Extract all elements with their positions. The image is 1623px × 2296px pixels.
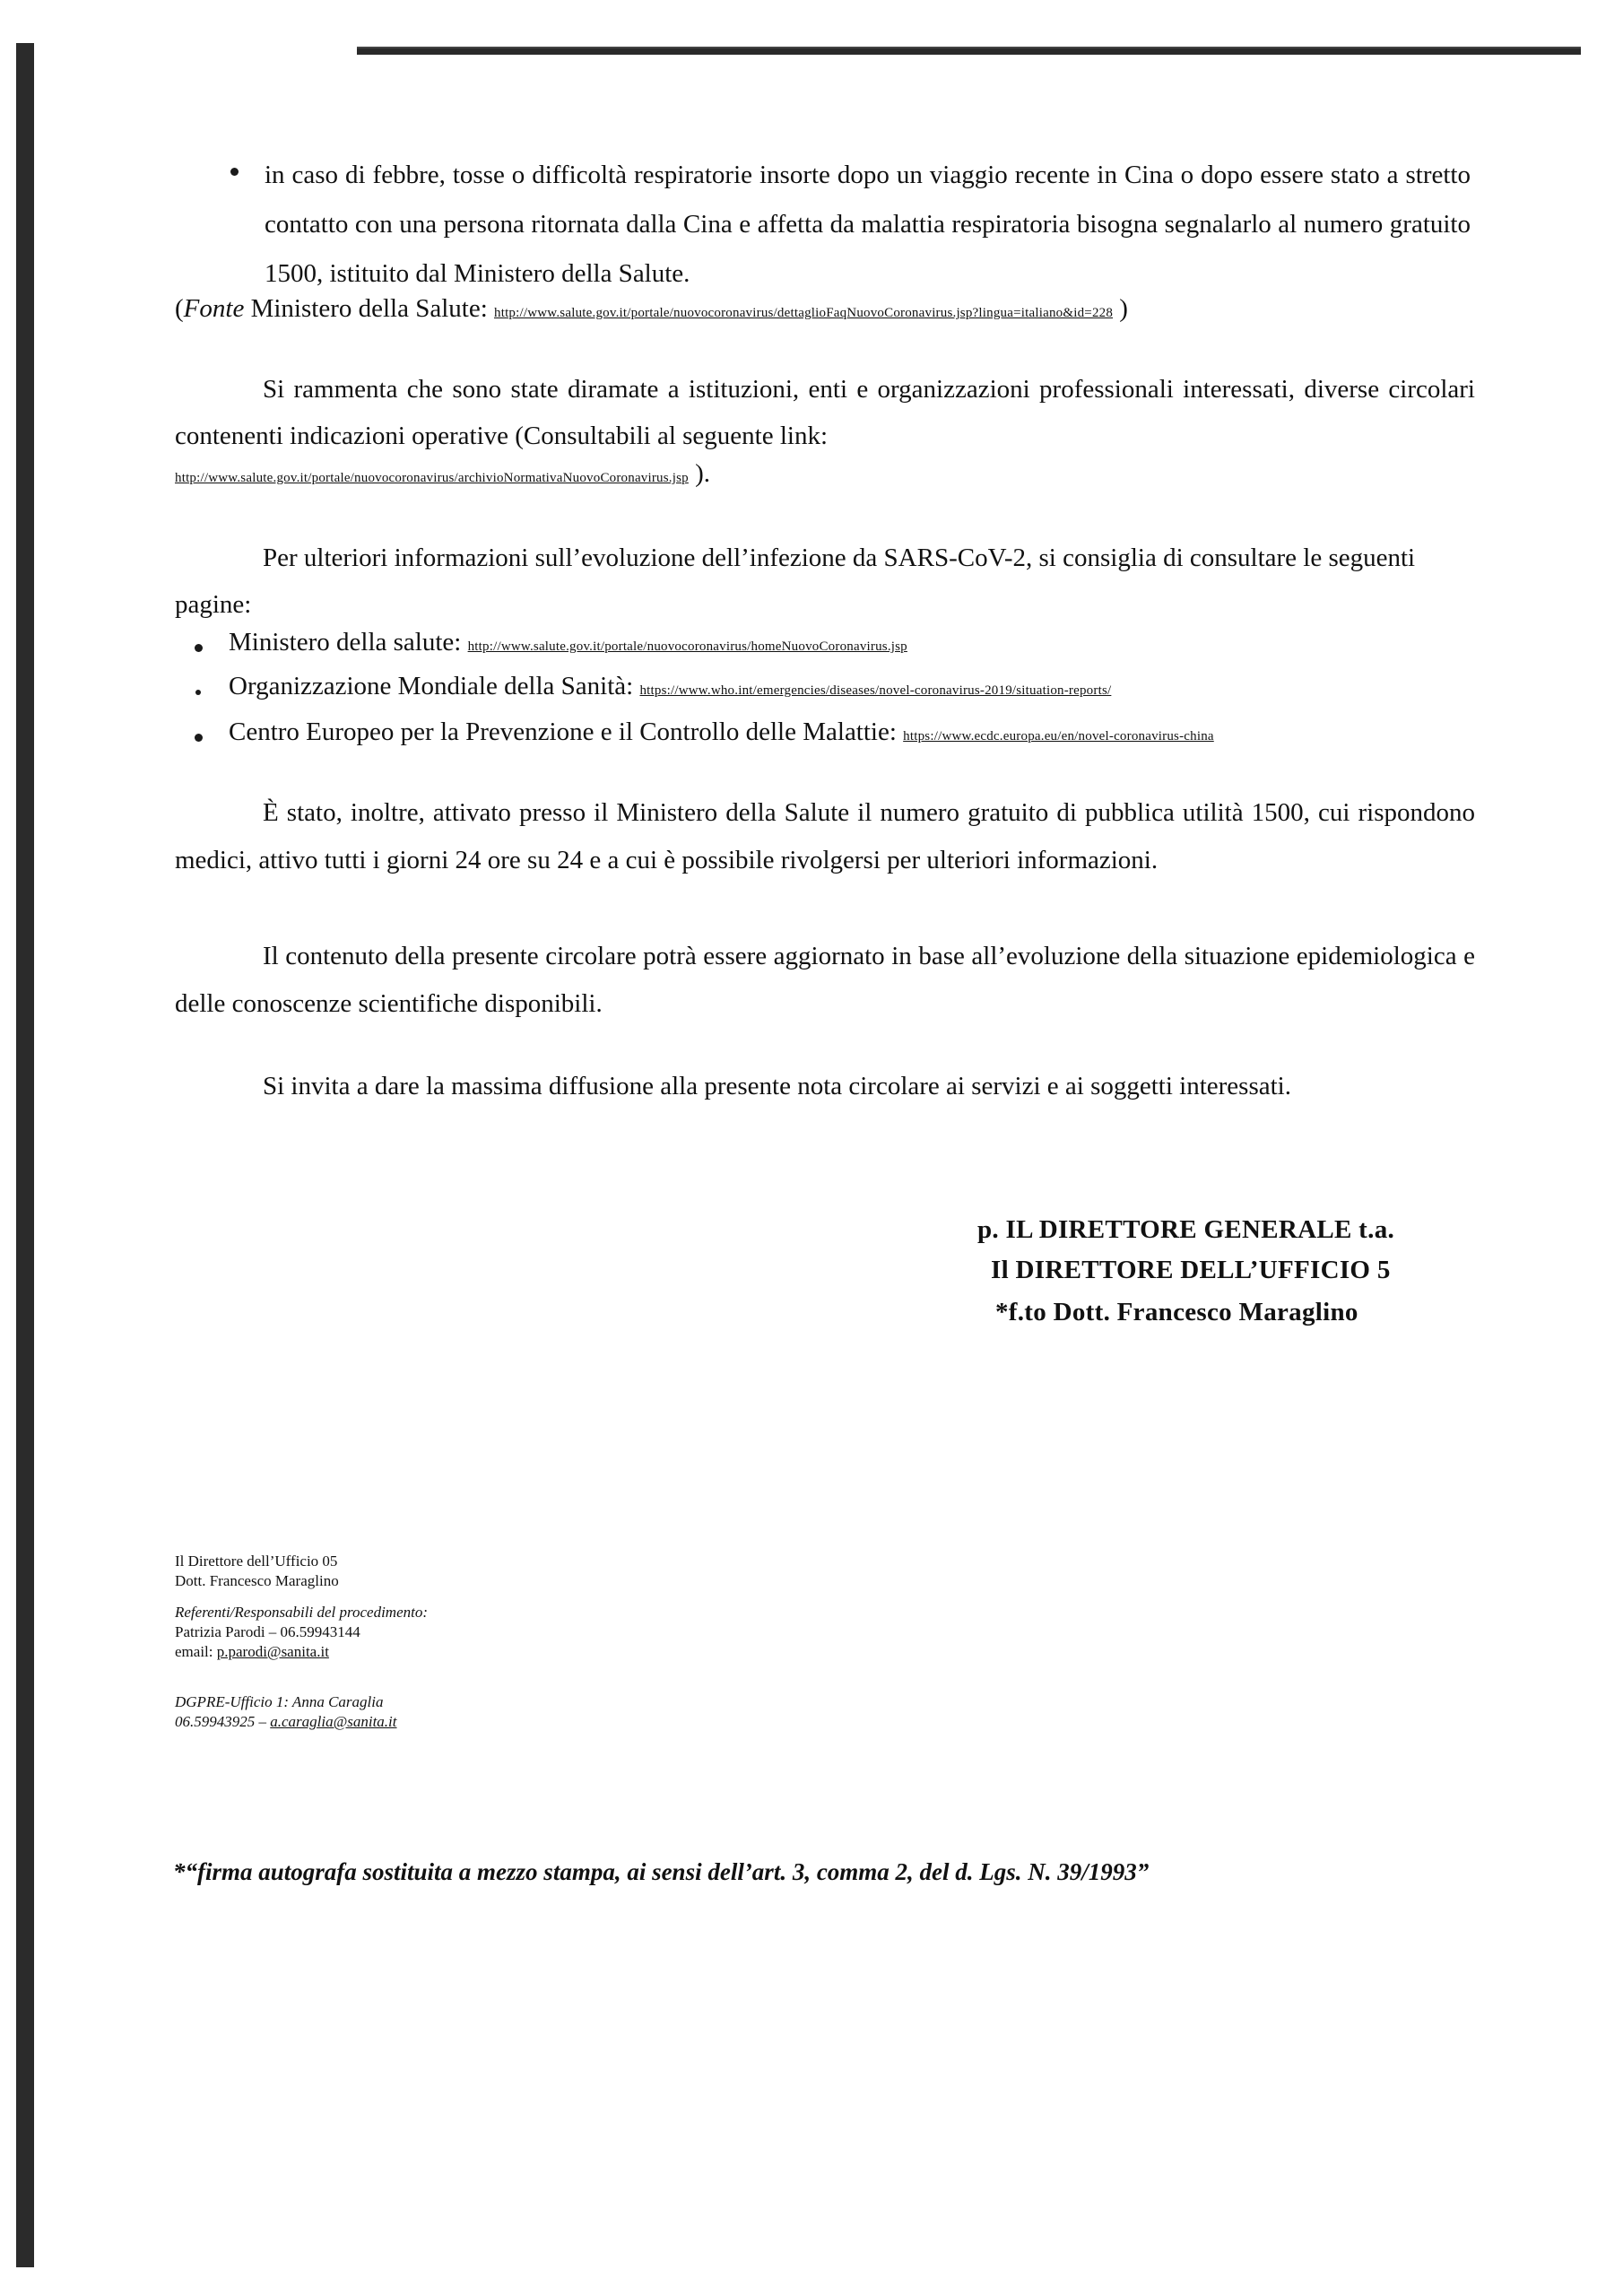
signature-line-2: Il DIRETTORE DELL’UFFICIO 5	[991, 1256, 1391, 1284]
site-link[interactable]: http://www.salute.gov.it/portale/nuovocoronavirus/homeNuovoCoronavirus.jsp	[467, 639, 907, 654]
signature-line-3: *f.to Dott. Francesco Maraglino	[995, 1298, 1358, 1326]
site-link[interactable]: https://www.who.int/emergencies/diseases/novel-coronavirus-2019/situation-reports/	[639, 683, 1112, 698]
site-link[interactable]: https://www.ecdc.europa.eu/en/novel-coronavirus-china	[903, 729, 1214, 744]
source-close-paren: )	[1113, 294, 1128, 323]
footer-director-name: Dott. Francesco Maraglino	[175, 1572, 339, 1589]
footer-referent-name: Patrizia Parodi – 06.59943144	[175, 1623, 360, 1640]
email-label: email:	[175, 1643, 217, 1660]
aggiornamento-paragraph: Il contenuto della presente circolare potrà essere aggiornato in base all’evoluzione della situazione epidemiologica e delle conoscenze scientifiche disponibili.	[175, 942, 1475, 1018]
email-link[interactable]: p.parodi@sanita.it	[216, 1643, 329, 1660]
numero-verde-paragraph: È stato, inoltre, attivato presso il Ministero della Salute il numero gratuito di pubblica utilità 1500, cui rispondono medici, attivo tutti i giorni 24 ore su 24 e a cui è possibile rivolgersi per ulteriori informazioni.	[175, 798, 1475, 874]
bullet-icon	[195, 644, 203, 652]
site-item-ministero	[229, 628, 907, 657]
footer-office-line	[175, 1692, 383, 1712]
referents-label-text: Referenti/Responsabili del procedimento:	[175, 1604, 429, 1621]
bullet-icon	[195, 734, 203, 742]
circolari-link-close: ).	[688, 459, 711, 488]
circolari-paragraph: Si rammenta che sono state diramate a istituzioni, enti e organizzazioni professionali interessati, diverse circolari contenenti indicazioni operative (Consultabili al seguente link:	[175, 375, 1475, 450]
circolari-link[interactable]: http://www.salute.gov.it/portale/nuovocoronavirus/archivioNormativaNuovoCoronavirus.jsp	[175, 471, 689, 485]
office-line-text: DGPRE-Ufficio 1: Anna Caraglia	[175, 1693, 384, 1710]
diffusione-paragraph: Si invita a dare la massima diffusione alla presente nota circolare ai servizi e ai soggetti interessati.	[263, 1072, 1291, 1100]
site-item-oms	[229, 672, 1111, 701]
footer-office-contact	[175, 1712, 397, 1732]
footer-director-title: Il Direttore dell’Ufficio 05	[175, 1552, 338, 1570]
info-intro-paragraph: Per ulteriori informazioni sull’evoluzione dell’infezione da SARS-CoV-2, si consiglia di consultare le seguenti pagine:	[175, 544, 1416, 619]
site-label: Ministero della salute:	[229, 628, 468, 657]
source-link[interactable]: http://www.salute.gov.it/portale/nuovocoronavirus/dettaglioFaqNuovoCoronavirus.jsp?lingua=italiano&id=228	[494, 306, 1114, 320]
bullet-paragraph: in caso di febbre, tosse o difficoltà respiratorie insorte dopo un viaggio recente in Cina o dopo essere stato a stretto contatto con una persona ritornata dalla Cina e affetta da malattia respiratoria bisogna segnalarlo al numero gratuito 1500, istituito dal Ministero della Salute.	[265, 161, 1471, 288]
source-open-paren: (	[175, 294, 184, 323]
office-email-link[interactable]: a.caraglia@sanita.it	[270, 1713, 397, 1730]
signature-line-1: p. IL DIRETTORE GENERALE t.a.	[977, 1215, 1395, 1244]
source-label: Fonte	[183, 294, 245, 323]
bullet-icon	[195, 690, 201, 695]
footer-email-line	[175, 1642, 329, 1662]
office-phone: 06.59943925 –	[175, 1713, 271, 1730]
site-label: Centro Europeo per la Prevenzione e il Controllo delle Malattie:	[229, 718, 904, 746]
source-line	[175, 294, 1475, 324]
footer-referents-label	[175, 1603, 428, 1622]
source-name: Ministero della Salute:	[244, 294, 494, 323]
bullet-icon	[230, 168, 239, 176]
site-item-ecdc	[229, 718, 1214, 747]
circolari-link-line	[175, 459, 710, 489]
site-label: Organizzazione Mondiale della Sanità:	[229, 672, 640, 700]
firma-autografa-note: *“firma autografa sostituita a mezzo stampa, ai sensi dell’art. 3, comma 2, del d. Lgs. N. 39/1993”	[173, 1858, 1150, 1885]
